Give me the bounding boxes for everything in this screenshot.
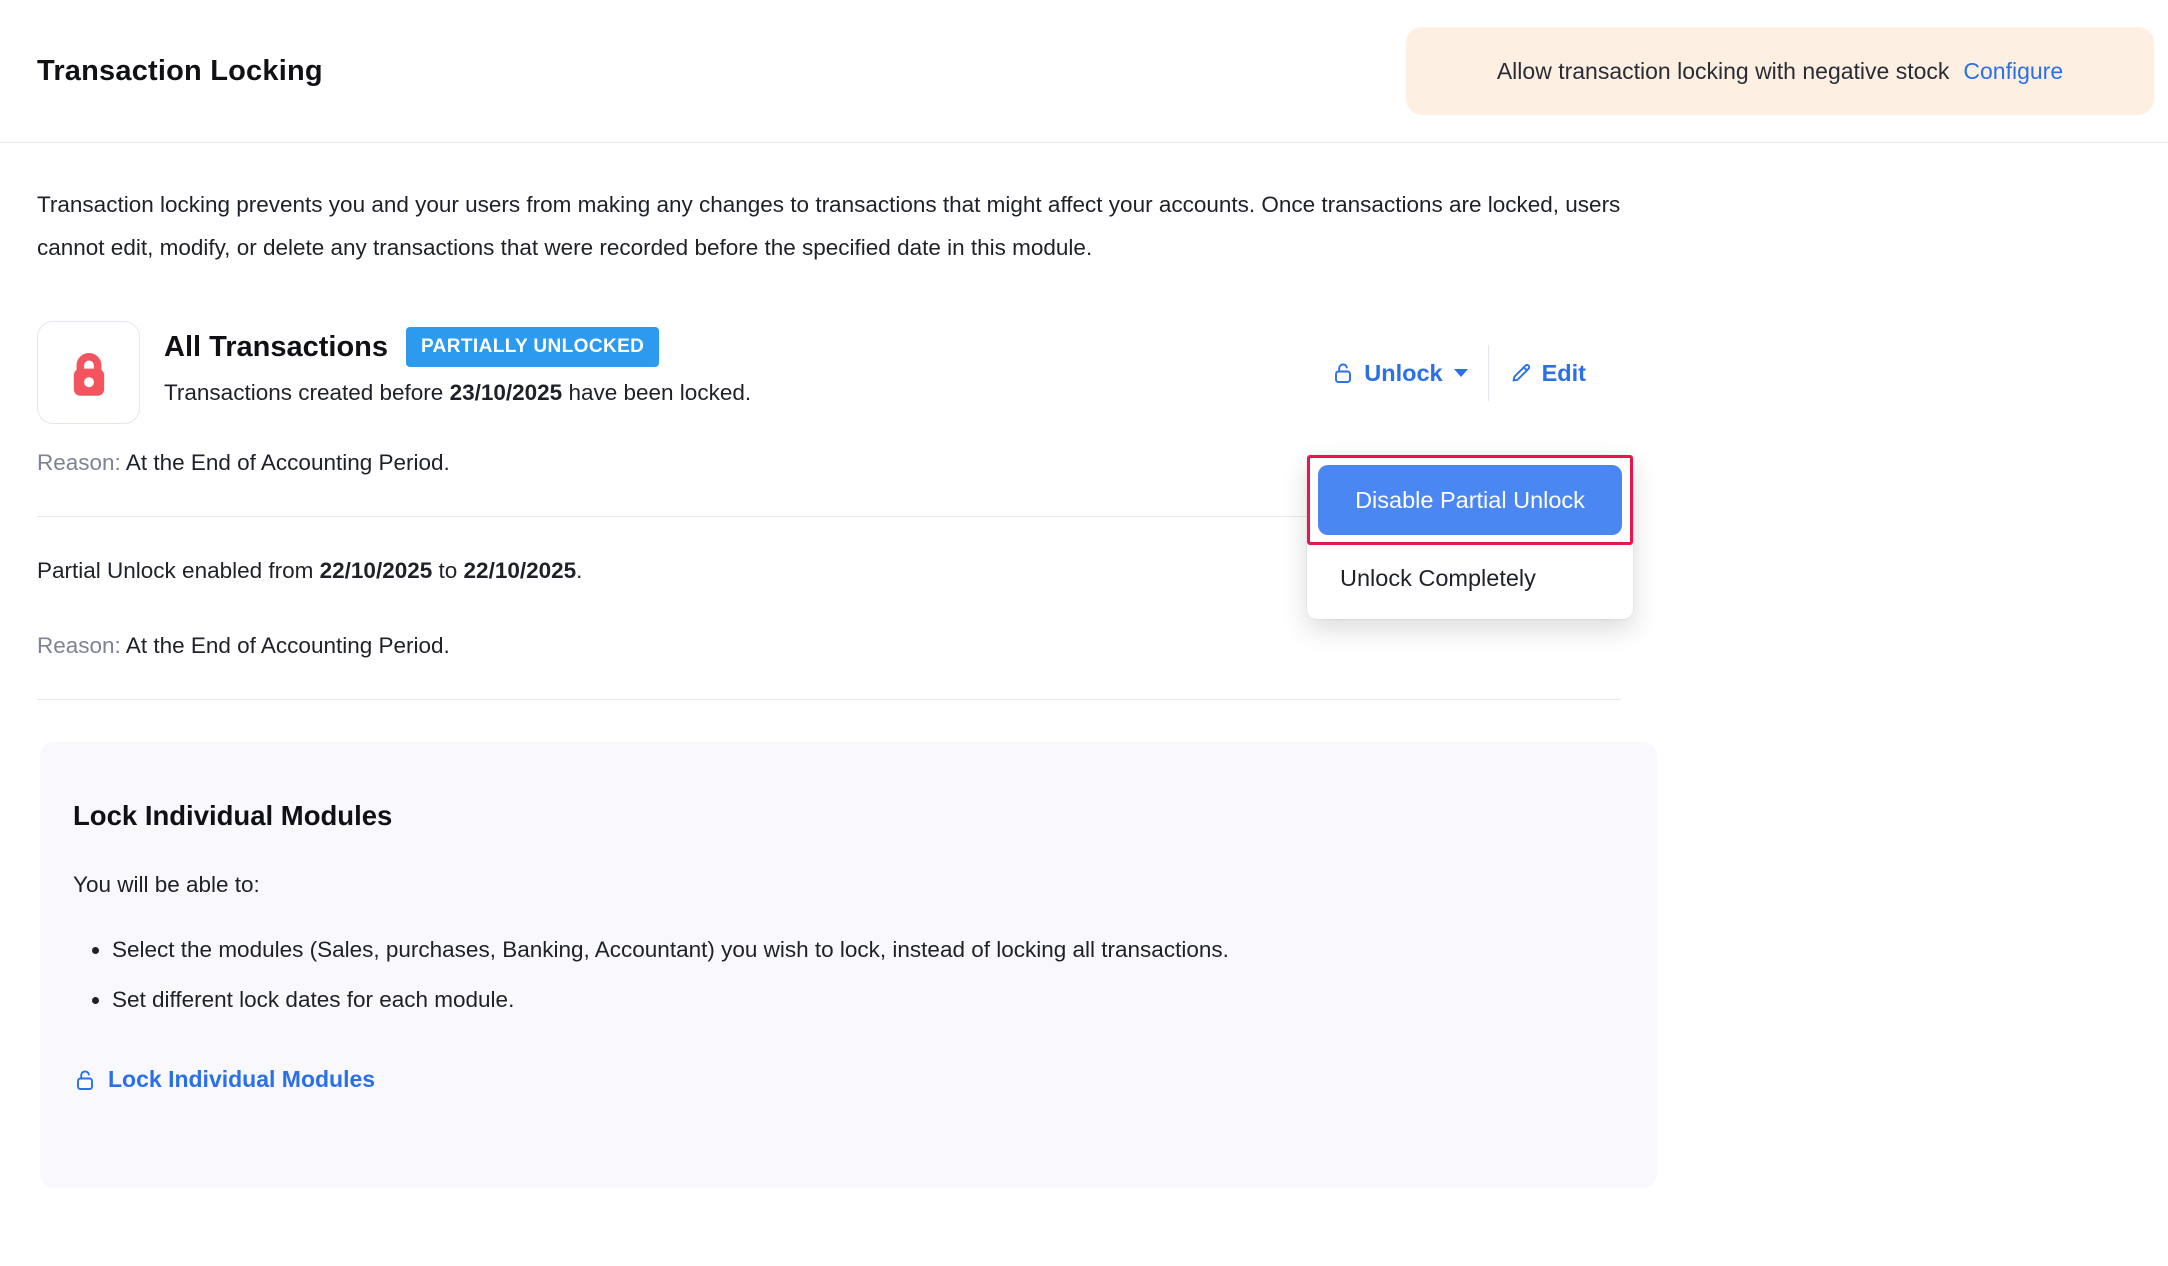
locked-date: 23/10/2025 bbox=[449, 380, 563, 405]
chevron-down-icon bbox=[1454, 369, 1468, 377]
reason-line-partial bbox=[37, 633, 2131, 659]
banner-text: Allow transaction locking with negative stock bbox=[1496, 57, 1950, 84]
locked-date-line bbox=[164, 380, 751, 406]
all-transactions-title-row bbox=[164, 327, 751, 367]
partial-unlock-line bbox=[37, 558, 2131, 584]
edit-button[interactable] bbox=[1509, 360, 1586, 387]
partial-from-date: 22/10/2025 bbox=[319, 558, 433, 583]
reason-line-locked bbox=[37, 450, 2131, 476]
unlock-icon bbox=[1331, 360, 1355, 386]
pencil-icon bbox=[1509, 361, 1533, 385]
click-target-highlight bbox=[1307, 455, 1633, 545]
edit-label: Edit bbox=[1541, 359, 1586, 386]
all-transactions-title: All Transactions bbox=[164, 330, 389, 363]
lock-card bbox=[37, 321, 140, 424]
reason-label: Reason: bbox=[37, 450, 121, 475]
page-title: Transaction Locking bbox=[37, 54, 323, 87]
page-header bbox=[0, 0, 2168, 143]
partial-suffix: . bbox=[576, 558, 583, 583]
menu-item-unlock-completely[interactable]: Unlock Completely bbox=[1340, 565, 1536, 591]
divider bbox=[37, 699, 1621, 700]
status-badge: PARTIALLY UNLOCKED bbox=[406, 327, 659, 367]
menu-item-disable-partial-unlock[interactable]: Disable Partial Unlock bbox=[1318, 465, 1622, 535]
locked-suffix: have been locked. bbox=[562, 380, 752, 405]
partial-prefix: Partial Unlock enabled from bbox=[37, 558, 320, 583]
lock-individual-modules-panel bbox=[40, 742, 1657, 1188]
partial-middle: to bbox=[432, 558, 464, 583]
lock-individual-modules-link[interactable] bbox=[73, 1066, 1624, 1093]
modules-panel-title: Lock Individual Modules bbox=[73, 800, 393, 831]
reason-label: Reason: bbox=[37, 633, 121, 658]
main-content bbox=[0, 183, 2168, 1188]
modules-panel-subtitle: You will be able to: bbox=[73, 872, 260, 897]
list-item: • Set different lock dates for each module. bbox=[112, 978, 1624, 1022]
unlock-label: Unlock bbox=[1364, 359, 1443, 386]
configure-link[interactable]: Configure bbox=[1963, 57, 2064, 84]
all-transactions-info bbox=[164, 321, 751, 406]
list-item: • Select the modules (Sales, purchases, Banking, Accountant) you wish to lock, instead of locking all transactions. bbox=[112, 928, 1624, 972]
locked-prefix: Transactions created before bbox=[164, 380, 450, 405]
reason-text: At the End of Accounting Period. bbox=[120, 450, 450, 475]
reason-text: At the End of Accounting Period. bbox=[120, 633, 450, 658]
actions-divider bbox=[1488, 345, 1489, 401]
unlock-dropdown-button[interactable] bbox=[1331, 360, 1467, 387]
modules-benefits-list bbox=[73, 928, 1624, 1022]
partial-to-date: 22/10/2025 bbox=[463, 558, 577, 583]
unlock-dropdown-menu bbox=[1307, 455, 1633, 619]
intro-paragraph: Transaction locking prevents you and your users from making any changes to transactions that might affect your accounts. Once transactions are locked, users cannot edit, modify, or delete any transactions that were recorded before the specified date in this module. bbox=[37, 192, 1621, 260]
modules-link-label: Lock Individual Modules bbox=[108, 1066, 376, 1092]
negative-stock-banner bbox=[1406, 27, 2154, 115]
all-transactions-section bbox=[37, 321, 2131, 424]
all-transactions-actions bbox=[1331, 321, 2131, 401]
unlock-icon bbox=[73, 1067, 97, 1093]
lock-icon bbox=[63, 347, 115, 399]
